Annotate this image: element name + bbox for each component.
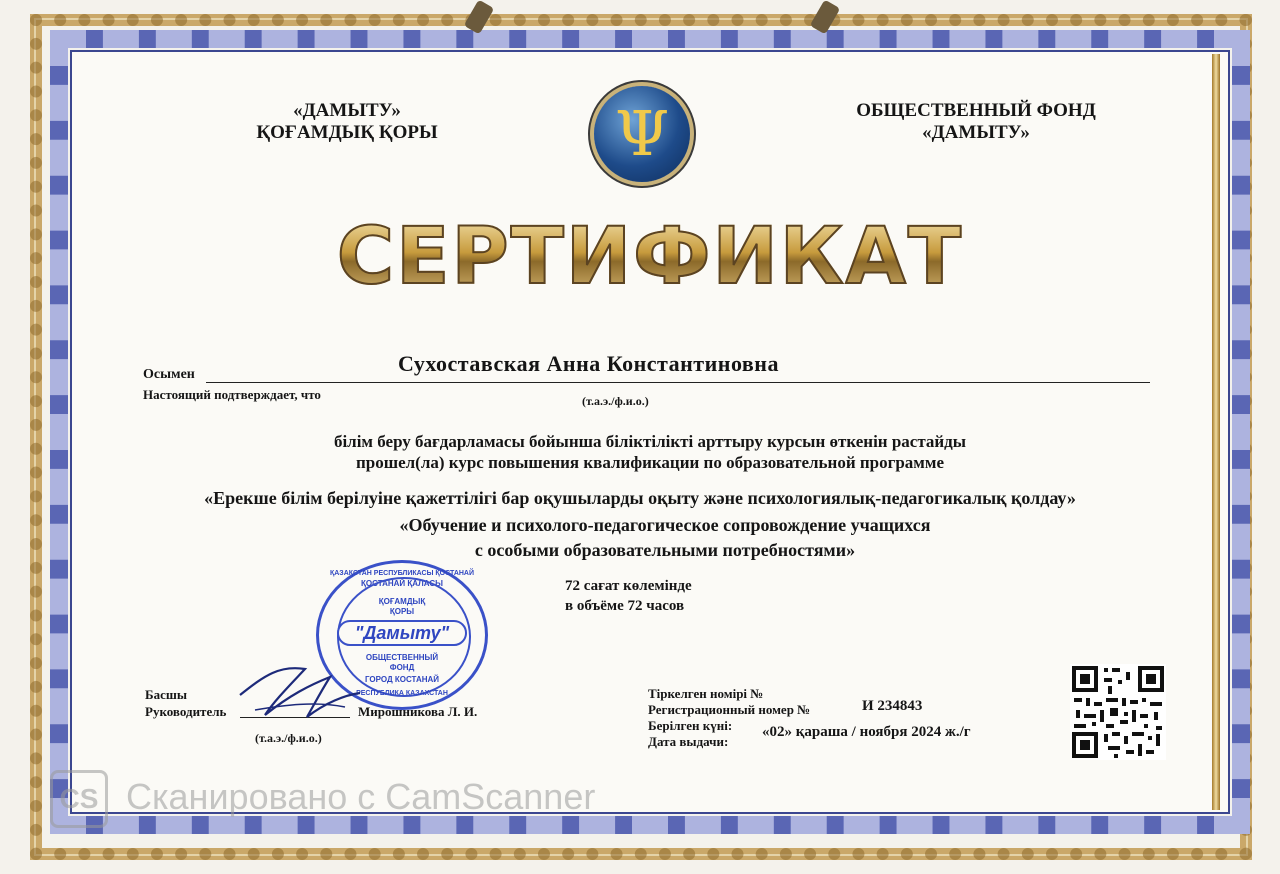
camscanner-logo-icon: CS	[50, 770, 108, 828]
header-left-line1: «ДАМЫТУ»	[293, 100, 401, 121]
recipient-name: Сухоставская Анна Константиновна	[398, 351, 779, 376]
date-label-kz: Берілген күні:	[648, 718, 733, 733]
recipient-label-ru: Настоящий подтверждает, что	[143, 387, 321, 402]
issue-date: «02» қараша / ноября 2024 ж./г	[762, 724, 971, 740]
program-title-ru-line2: с особыми образовательными потребностями»	[474, 540, 856, 560]
reg-label-ru: Регистрационный номер №	[648, 702, 811, 717]
qr-code-icon[interactable]	[1070, 664, 1166, 760]
header-right-line2: «ДАМЫТУ»	[922, 122, 1030, 143]
stamp-ring-top: ҚАЗАҚСТАН РЕСПУБЛИКАСЫ ҚОСТАНАЙ	[329, 570, 475, 577]
signature-hint: (т.а.э./ф.и.о.)	[255, 731, 322, 745]
stamp-top-1: ҚОҒАМДЫҚ	[378, 597, 426, 606]
stamp-bottom-1: ОБЩЕСТВЕННЫЙ	[365, 653, 439, 662]
stamp-org-name: "Дамыту"	[337, 620, 467, 646]
gold-side-stripe	[1212, 54, 1220, 810]
recipient-label-kz: Осымен	[143, 367, 195, 382]
handwritten-signature	[235, 655, 365, 725]
hours-kz: 72 сағат көлемінде	[565, 578, 692, 594]
reg-label-kz: Тіркелген номірі №	[648, 686, 764, 701]
header-right-line1: ОБЩЕСТВЕННЫЙ ФОНД	[856, 100, 1096, 121]
psi-logo-icon: Ψ	[614, 97, 670, 170]
certificate-title: СЕРТИФИКАТ	[200, 212, 1100, 302]
header-left-line2: ҚОҒАМДЫҚ ҚОРЫ	[256, 122, 438, 143]
program-title-ru-line1: «Обучение и психолого-педагогическое сопровождение учащихся	[399, 515, 931, 535]
signature-label-kz: Басшы	[145, 687, 187, 702]
stamp-bottom-3: ГОРОД КОСТАНАЙ	[364, 675, 440, 684]
header-left	[232, 100, 462, 144]
signature-name: Мирошникова Л. И.	[358, 704, 478, 719]
program-title-kz: «Ерекше білім берілуіне қажеттілігі бар оқушыларды оқыту және психологиялық-педагогикалық қолдау»	[204, 488, 1076, 508]
course-line-ru: прошел(ла) курс повышения квалификации по образовательной программе	[356, 453, 944, 472]
reg-number: И 234843	[862, 698, 923, 714]
header-right	[836, 100, 1116, 144]
scanner-watermark: Сканировано с CamScanner	[126, 776, 596, 817]
course-line-kz: білім беру бағдарламасы бойынша біліктілікті арттыру курсын өткенін растайды	[333, 432, 967, 451]
stamp-bottom-2: ФОНД	[389, 663, 415, 672]
recipient-name-hint: (т.а.э./ф.и.о.)	[582, 394, 649, 408]
date-label-ru: Дата выдачи:	[648, 734, 729, 749]
stamp-ring-city: ҚОСТАНАЙ ҚАЛАСЫ	[361, 579, 443, 588]
recipient-name-line	[206, 382, 1150, 383]
hours-ru: в объёме 72 часов	[565, 598, 685, 614]
stamp-ring-bottom: РЕСПУБЛИКА КАЗАХСТАН	[356, 690, 448, 697]
stamp-top-2: ҚОРЫ	[389, 607, 415, 616]
signature-label-ru: Руководитель	[145, 704, 227, 719]
